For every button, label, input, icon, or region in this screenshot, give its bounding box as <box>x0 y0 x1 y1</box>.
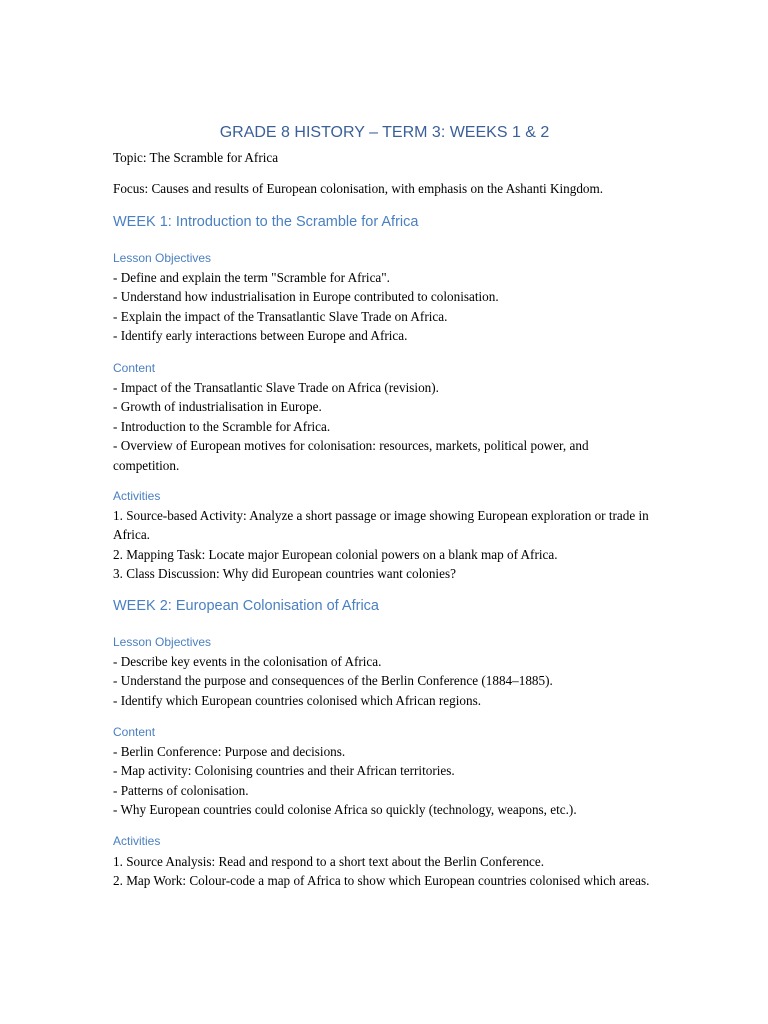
week-2-content-list <box>113 742 658 820</box>
list-item: - Explain the impact of the Transatlantic Slave Trade on Africa. <box>113 308 448 324</box>
list-item: - Berlin Conference: Purpose and decisions. <box>113 744 346 759</box>
week-2-content-label: Content <box>113 725 156 739</box>
week-1-heading: WEEK 1: Introduction to the Scramble for Africa <box>113 214 419 230</box>
document-page <box>113 0 673 1024</box>
week-1-activities-list <box>113 506 658 584</box>
week-2-objectives-list <box>113 652 658 710</box>
list-item: - Patterns of colonisation. <box>113 782 249 798</box>
list-item: 3. Class Discussion: Why did European countries want colonies? <box>113 566 456 582</box>
list-item: - Describe key events in the colonisation of Africa. <box>113 654 382 669</box>
week-1-objectives-list <box>113 268 658 346</box>
week-1-objectives-label: Lesson Objectives <box>113 251 212 265</box>
list-item: - Map activity: Colonising countries and their African territories. <box>113 763 455 779</box>
list-item: - Identify which European countries colonised which African regions. <box>113 692 482 708</box>
topic-line: Topic: The Scramble for Africa <box>113 150 279 165</box>
list-item: - Identify early interactions between Europe and Africa. <box>113 328 408 344</box>
week-2-activities-label: Activities <box>113 834 161 848</box>
list-item: - Define and explain the term "Scramble for Africa". <box>113 270 390 285</box>
week-2-heading: WEEK 2: European Colonisation of Africa <box>113 598 379 614</box>
focus-line: Focus: Causes and results of European colonisation, with emphasis on the Ashanti Kingdom. <box>113 181 604 196</box>
list-item: 2. Map Work: Colour-code a map of Africa to show which European countries colonised which areas. <box>113 873 650 889</box>
list-item: - Introduction to the Scramble for Africa. <box>113 418 331 434</box>
list-item: - Impact of the Transatlantic Slave Trade on Africa (revision). <box>113 380 439 395</box>
list-item: - Understand the purpose and consequences of the Berlin Conference (1884–1885). <box>113 673 553 689</box>
week-2-activities-list <box>113 852 658 891</box>
week-1-activities-label: Activities <box>113 489 161 503</box>
list-item: - Understand how industrialisation in Europe contributed to colonisation. <box>113 289 499 305</box>
list-item: - Why European countries could colonise Africa so quickly (technology, weapons, etc.). <box>113 802 577 818</box>
document-title: GRADE 8 HISTORY – TERM 3: WEEKS 1 & 2 <box>219 124 550 141</box>
week-1-content-label: Content <box>113 361 156 375</box>
list-item: - Overview of European motives for colonisation: resources, markets, political power, and competition. <box>113 438 589 473</box>
list-item: 1. Source Analysis: Read and respond to a short text about the Berlin Conference. <box>113 854 545 869</box>
list-item: 1. Source-based Activity: Analyze a short passage or image showing European exploration or trade in Africa. <box>113 508 649 543</box>
week-1-content-list <box>113 378 658 475</box>
list-item: 2. Mapping Task: Locate major European colonial powers on a blank map of Africa. <box>113 546 558 562</box>
list-item: - Growth of industrialisation in Europe. <box>113 399 322 415</box>
week-2-objectives-label: Lesson Objectives <box>113 635 212 649</box>
